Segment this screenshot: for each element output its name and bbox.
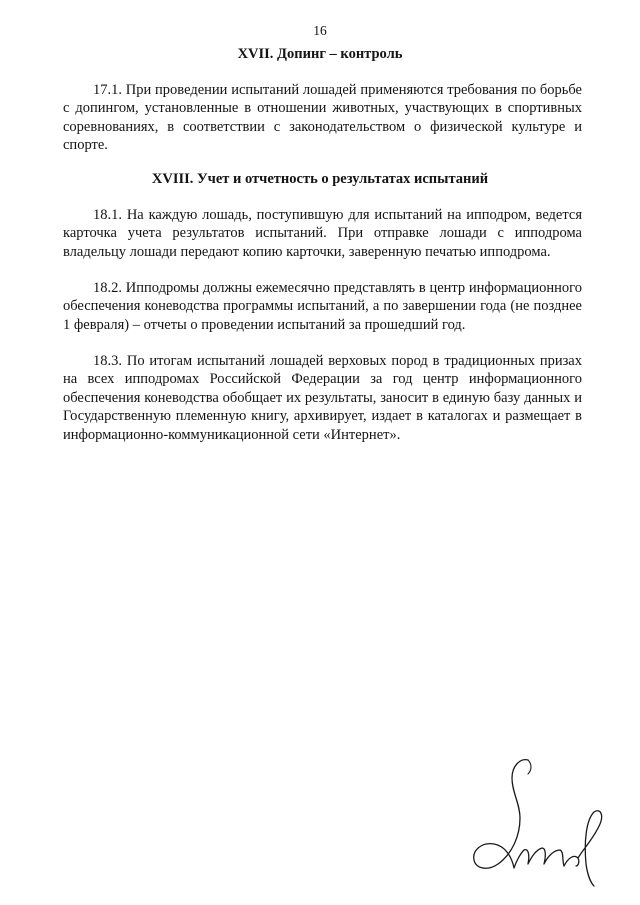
paragraph-18-3: 18.3. По итогам испытаний лошадей верховых пород в традиционных призах на всех ипподромах Российской Федерации за год центр информационного обеспечения коневодства обобщает их результаты, заносит в единую базу данных и Государственную племенную книгу, архивирует, издает в каталогах и размещает в информационно-коммуникационной сети «Интернет». — [63, 353, 582, 443]
paragraph-17-1: 17.1. При проведении испытаний лошадей применяются требования по борьбе с допингом, установленные в отношении животных, участвующих в спортивных соревнованиях, в соответствии с законодательством о физической культуре и спорте. — [63, 82, 582, 154]
section-heading-xvii: XVII. Допинг – контроль — [237, 46, 403, 62]
paragraph-18-1: 18.1. На каждую лошадь, поступившую для испытаний на ипподром, ведется карточка учета результатов испытаний. При отправке лошади с ипподрома владельцу лошади передают копию карточки, заверенную печатью ипподрома. — [63, 207, 582, 260]
section-heading-xviii: XVIII. Учет и отчетность о результатах испытаний — [151, 171, 489, 187]
page-number: 16 — [313, 23, 327, 38]
handwritten-signature — [468, 752, 610, 887]
paragraph-18-2: 18.2. Ипподромы должны ежемесячно представлять в центр информационного обеспечения коневодства программы испытаний, а по завершении года (не позднее 1 февраля) – отчеты о проведении испытаний за прошедший год. — [63, 280, 582, 333]
